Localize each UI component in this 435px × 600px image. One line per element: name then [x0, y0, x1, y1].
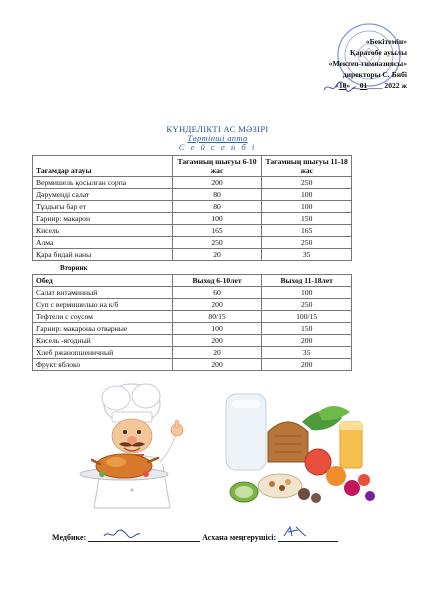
portion-6-10: 165 [172, 225, 262, 237]
portion-11-18: 200 [262, 335, 352, 347]
portion-11-18: 35 [262, 347, 352, 359]
portion-6-10: 60 [172, 287, 262, 299]
dish-name: Фрукт яблоко [33, 359, 173, 371]
portion-11-18: 100/15 [262, 311, 352, 323]
dish-name: Дәруменді салат [33, 189, 173, 201]
column-header-yield-11-18: Выход 11-18лет [262, 275, 352, 287]
cook-signature [280, 524, 308, 540]
portion-11-18: 100 [262, 287, 352, 299]
portion-6-10: 20 [172, 347, 262, 359]
column-header-lunch: Обед [33, 275, 173, 287]
approval-director: директоры С. Бибі [342, 70, 407, 79]
dish-name: Гарнир: макарон [33, 213, 173, 225]
portion-6-10: 200 [172, 299, 262, 311]
portion-11-18: 100 [262, 189, 352, 201]
approval-title: «Бекітемін» [365, 37, 407, 46]
portion-11-18: 35 [262, 249, 352, 261]
portion-11-18: 150 [262, 213, 352, 225]
table-header-row [33, 275, 352, 287]
menu-table-russian [32, 274, 352, 371]
table-row [33, 189, 352, 201]
menu-table-kazakh [32, 155, 352, 261]
dish-name: Салат витаминный [33, 287, 173, 299]
portion-6-10: 80 [172, 189, 262, 201]
table-row [33, 287, 352, 299]
portion-6-10: 100 [172, 213, 262, 225]
table-row [33, 201, 352, 213]
portion-11-18: 200 [262, 359, 352, 371]
dish-name: Суп с вермишелью на к/б [33, 299, 173, 311]
approval-school: «Мектеп-гимназиясы» [328, 59, 407, 68]
cook-signature-line [278, 532, 338, 542]
column-header-age-11-18: Тағамның шығуы 11-18 жас [262, 156, 352, 177]
dish-name: Қара бидай наны [33, 249, 173, 261]
dish-name: Хлеб ржанопшеничный [33, 347, 173, 359]
dish-name: Тұздығы бар ет [33, 201, 173, 213]
table-row [33, 225, 352, 237]
table-row [33, 237, 352, 249]
portion-6-10: 20 [172, 249, 262, 261]
portion-6-10: 200 [172, 359, 262, 371]
dish-name: Кисель [33, 225, 173, 237]
nurse-signature [102, 528, 142, 540]
portion-11-18: 250 [262, 237, 352, 249]
approval-date-day: 10 [338, 81, 347, 90]
table-row [33, 359, 352, 371]
table-row [33, 323, 352, 335]
chef-illustration [72, 378, 202, 513]
nurse-label: Медбике: [52, 533, 87, 542]
portion-11-18: 150 [262, 323, 352, 335]
approval-date-year: 2022 ж [384, 81, 407, 90]
approval-date: «10» __01____ 2022 ж [335, 81, 407, 90]
table-row [33, 249, 352, 261]
portion-11-18: 100 [262, 201, 352, 213]
table-header-row [33, 156, 352, 177]
table-row [33, 299, 352, 311]
footer-signatures [52, 532, 338, 542]
week-subtitle: Төртінші апта [187, 133, 248, 143]
director-signature [322, 80, 358, 94]
portion-6-10: 100 [172, 323, 262, 335]
portion-11-18: 165 [262, 225, 352, 237]
table-row [33, 311, 352, 323]
portion-6-10: 80/15 [172, 311, 262, 323]
day-subtitle: С е й с е н б і [178, 142, 257, 152]
portion-11-18: 250 [262, 177, 352, 189]
dish-name: Тефтели с соусом [33, 311, 173, 323]
cook-label: Асхана меңгерушісі: [202, 533, 277, 542]
dish-name: Гарнир: макароны отварные [33, 323, 173, 335]
dish-name: Кисель -ягодный [33, 335, 173, 347]
table-row [33, 213, 352, 225]
menu-title: КҮНДЕЛІКТІ АС МӘЗІРІ [166, 124, 269, 134]
portion-6-10: 250 [172, 237, 262, 249]
column-header-age-6-10: Тағамның шығуы 6-10 жас [172, 156, 262, 177]
table-row [33, 347, 352, 359]
portion-11-18: 250 [262, 299, 352, 311]
approval-village: Қаратөбе ауылы [350, 48, 407, 57]
healthy-food-illustration [222, 392, 382, 510]
dish-name: Вермишель қосылған сорпа [33, 177, 173, 189]
table-row [33, 335, 352, 347]
table-row [33, 177, 352, 189]
portion-6-10: 200 [172, 177, 262, 189]
portion-6-10: 80 [172, 201, 262, 213]
approval-date-month: 01 [359, 81, 368, 90]
column-header-dish: Тағамдар атауы [33, 156, 173, 177]
dish-name: Алма [33, 237, 173, 249]
day-label-tuesday: Вторник [60, 264, 88, 272]
column-header-yield-6-10: Выход 6-10лет [172, 275, 262, 287]
nurse-signature-line [88, 532, 200, 542]
portion-6-10: 200 [172, 335, 262, 347]
